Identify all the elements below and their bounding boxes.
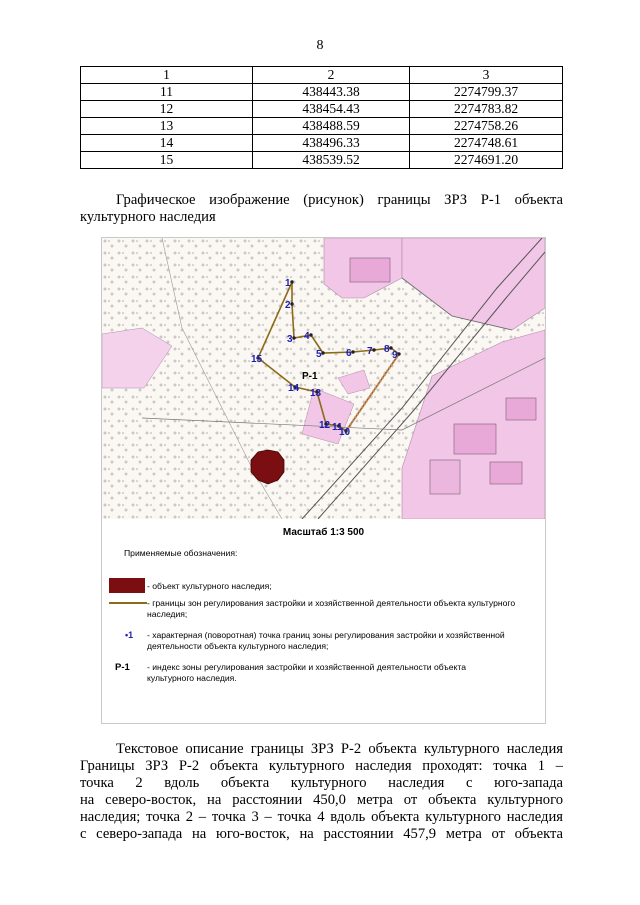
table-row: [81, 101, 563, 118]
table-row: [81, 118, 563, 135]
table-row: [81, 135, 563, 152]
map-point-label: 12: [319, 420, 331, 431]
legend-text: - характерная (поворотная) точка границ зоны регулирования застройки и хозяйственной: [147, 630, 505, 640]
map-point-label: 11: [332, 422, 343, 433]
table-cell: 438539.52: [253, 152, 410, 169]
heritage-object-swatch: [109, 578, 145, 593]
map-point-label: 6: [346, 348, 352, 359]
page-number: 8: [316, 38, 324, 53]
map-point-label: 15: [251, 354, 263, 365]
table-cell: 438443.38: [253, 84, 410, 101]
map-figure: [101, 237, 546, 724]
scale-label: Масштаб 1:3 500: [282, 527, 365, 538]
map-point-label: 5: [316, 349, 322, 360]
legend-text: наследия;: [147, 609, 188, 619]
coordinates-table: [80, 66, 563, 169]
table-cell: 2274691.20: [410, 152, 563, 169]
legend-text: деятельности объекта культурного наследия;: [147, 641, 329, 651]
table-cell: 2274783.82: [410, 101, 563, 118]
boundary-line-swatch: [109, 602, 147, 604]
description-line: наследия; точка 2 – точка 3 – точка 4 вдоль объекта культурного наследия: [80, 809, 563, 825]
table-cell: 2274748.61: [410, 135, 563, 152]
table-cell: 2274758.26: [410, 118, 563, 135]
table-cell: 14: [81, 135, 253, 152]
table-row: [81, 152, 563, 169]
caption-line: культурного наследия: [80, 209, 216, 225]
table-header-cell: 3: [410, 67, 563, 84]
zone-index-symbol: Р-1: [115, 662, 130, 673]
map-point-label: 2: [285, 300, 291, 311]
description-line: Текстовое описание границы ЗРЗ Р-2 объекта культурного наследия: [116, 741, 563, 757]
figure-caption: [80, 192, 563, 226]
table-cell: 438496.33: [253, 135, 410, 152]
map-point-label: 7: [367, 346, 373, 357]
table-header-cell: 2: [253, 67, 410, 84]
table-row: [81, 84, 563, 101]
table-cell: 15: [81, 152, 253, 169]
point-symbol: •1: [125, 630, 134, 640]
map-point-label: 9: [392, 350, 398, 361]
table-header-cell: 1: [81, 67, 253, 84]
map-point-label: 13: [310, 388, 322, 399]
table-cell: 11: [81, 84, 253, 101]
table-cell: 13: [81, 118, 253, 135]
legend-title: Применяемые обозначения:: [124, 548, 238, 558]
table-header-row: [81, 67, 563, 84]
zone-label: Р-1: [302, 371, 318, 382]
map-point-label: 3: [287, 334, 293, 345]
description-line: на северо-восток, на расстоянии 450,0 метра от объекта культурного: [80, 792, 563, 808]
caption-line: Графическое изображение (рисунок) границы ЗРЗ Р-1 объекта: [116, 192, 563, 208]
description-line: с северо-запада на юго-восток, на расстоянии 457,9 метра от объекта: [80, 826, 563, 842]
description-line: Границы ЗРЗ Р-2 объекта культурного наследия проходят: точка 1 –: [80, 758, 563, 774]
map-image: [102, 238, 545, 519]
map-point-label: 14: [288, 383, 300, 394]
map-point-label: 8: [384, 344, 390, 355]
legend-text: - границы зон регулирования застройки и хозяйственной деятельности объекта культурного: [147, 598, 516, 608]
boundary-description: [80, 741, 563, 843]
table-cell: 438488.59: [253, 118, 410, 135]
legend-text: культурного наследия.: [147, 673, 237, 683]
map-point-label: 4: [304, 331, 310, 342]
table-cell: 2274799.37: [410, 84, 563, 101]
map-point-label: 10: [339, 427, 351, 438]
description-line: точка 2 вдоль объекта культурного наследия с юго-запада: [80, 775, 563, 791]
legend-text: - объект культурного наследия;: [147, 581, 272, 591]
table-cell: 438454.43: [253, 101, 410, 118]
table-cell: 12: [81, 101, 253, 118]
legend-text: - индекс зоны регулирования застройки и хозяйственной деятельности объекта: [147, 662, 467, 672]
map-point-label: 1: [285, 278, 291, 289]
